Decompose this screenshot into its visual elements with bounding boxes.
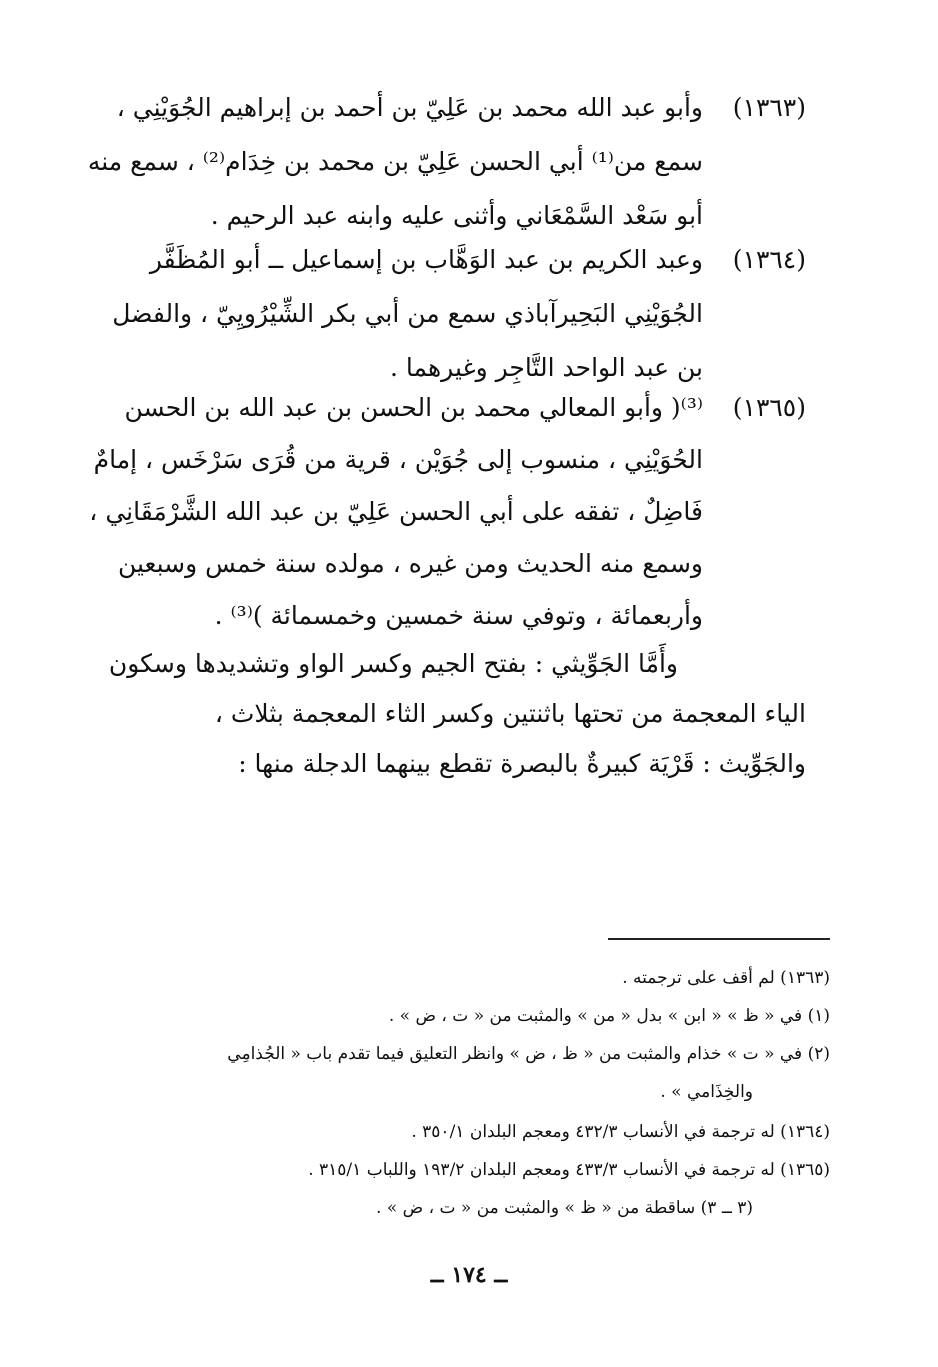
entry-text-line: الجُوَيْنِي البَحِيرآباذي سمع من أبي بكر الشِّيْرُويِيّ ، والفضل — [112, 299, 703, 328]
entry-number: (١٣٦٥) — [732, 393, 806, 422]
entry-text-line: فَاضِلٌ ، تفقه على أبي الحسن عَلِيّ بن عبد الله الشَّرْمَقَانِي ، — [89, 497, 703, 526]
footnote-1: (١) في « ظ » « ابن » بدل « من » والمثبت من « ت ، ض » . — [388, 1006, 830, 1026]
entry-number: (١٣٦٣) — [732, 93, 806, 122]
paragraph-line: وأَمَّا الجَوِّيثي : بفتح الجيم وكسر الواو وتشديدها وسكون — [108, 649, 678, 678]
paragraph-line: والجَوِّيث : قَرْيَة كبيرةٌ بالبصرة تقطع بينهما الدجلة منها : — [238, 749, 806, 778]
entry-text-line: ⁽³⁾( وأبو المعالي محمد بن الحسن بن عبد الله بن الحسن — [124, 393, 703, 422]
footnote-3-3: (٣ ــ ٣) ساقطة من « ظ » والمثبت من « ت ، ض » . — [376, 1198, 753, 1218]
footnote-2-continuation: والخِذَامي » . — [660, 1082, 753, 1102]
entry-text-line: سمع من⁽¹⁾ أبي الحسن عَلِيّ بن محمد بن خِدَام⁽²⁾ ، سمع منه — [87, 147, 703, 176]
footnote-separator — [608, 938, 830, 940]
entry-text-line: وأربعمائة ، وتوفي سنة خمسين وخمسمائة )⁽³⁾ . — [214, 601, 703, 630]
paragraph-line: الياء المعجمة من تحتها باثنتين وكسر الثاء المعجمة بثلاث ، — [214, 699, 806, 728]
footnote-1364: (١٣٦٤) له ترجمة في الأنساب ٤٣٢/٣ ومعجم البلدان ٣٥٠/١ . — [411, 1122, 830, 1142]
entry-text-line: وسمع منه الحديث ومن غيره ، مولده سنة خمس وسبعين — [117, 549, 703, 578]
entry-text-line: أبو سَعْد السَّمْعَاني وأثنى عليه وابنه عبد الرحيم . — [210, 201, 703, 230]
entry-text-line: الحُوَيْنِي ، منسوب إلى جُوَيْن ، قرية من قُرَى سَرْخَس ، إمامٌ — [93, 445, 703, 474]
entry-text-line: وأبو عبد الله محمد بن عَلِيّ بن أحمد بن إبراهيم الجُوَيْنِي ، — [116, 93, 703, 122]
footnote-2: (٢) في « ت » خذام والمثبت من « ظ ، ض » وانظر التعليق فيما تقدم باب « الجُذامِي — [227, 1044, 830, 1064]
page-number: ــ ١٧٤ ــ — [430, 1262, 508, 1288]
entry-text-line: بن عبد الواحد التَّاجِر وغيرهما . — [390, 353, 703, 382]
footnote-1365: (١٣٦٥) له ترجمة في الأنساب ٤٣٣/٣ ومعجم البلدان ١٩٣/٢ واللباب ٣١٥/١ . — [308, 1160, 830, 1180]
entry-text-line: وعبد الكريم بن عبد الوَهَّاب بن إسماعيل ــ أبو المُظَفَّر — [149, 245, 703, 274]
footnote-1363: (١٣٦٣) لم أقف على ترجمته . — [622, 968, 830, 988]
entry-number: (١٣٦٤) — [732, 245, 806, 274]
